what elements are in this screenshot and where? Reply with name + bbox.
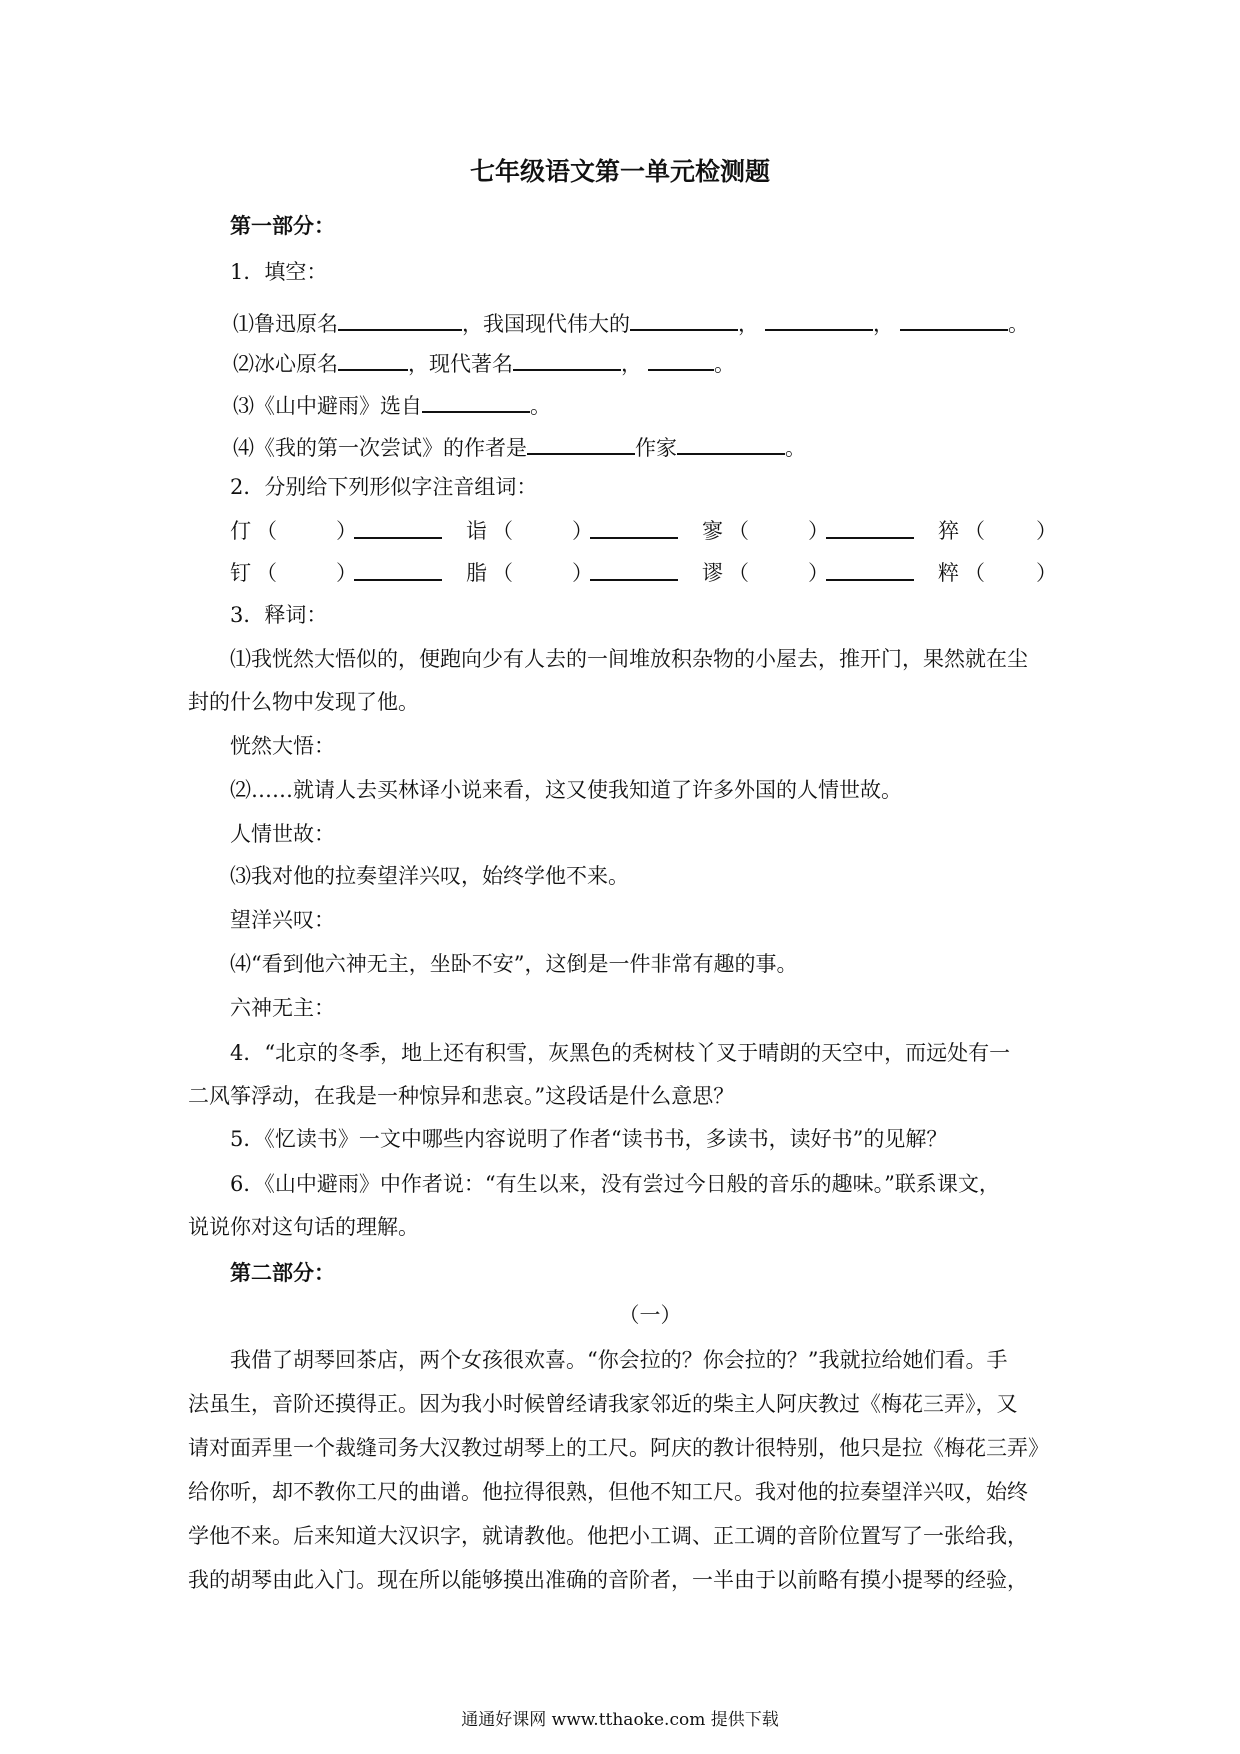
paren-open: （	[964, 561, 985, 585]
answer-blank[interactable]	[826, 557, 914, 581]
q1-label: 1．填空：	[230, 260, 328, 284]
answer-blank[interactable]	[630, 307, 738, 331]
q1-item-1-sep: ，	[738, 312, 759, 336]
passage-line: 给你听，却不教你工尺的曲谱。他拉得很熟，但他不知工尺。我对他的拉奏望洋兴叹，始终	[188, 1480, 1028, 1504]
part1-heading: 第一部分：	[230, 214, 335, 238]
q2-char: 仃	[230, 519, 251, 543]
q1-item-2-text: ，现代著名	[408, 352, 513, 376]
q1-item-2-end: 。	[714, 352, 735, 376]
passage-line: 我借了胡琴回茶店，两个女孩很欢喜。“你会拉的？你会拉的？”我就拉给她们看。手	[230, 1348, 1008, 1372]
answer-blank[interactable]	[826, 515, 914, 539]
q1-item-1	[233, 307, 1029, 338]
q3-sentence-1-cont: 封的什么物中发现了他。	[188, 690, 419, 714]
paren-close: ）	[336, 519, 357, 543]
q4-text: 4．“北京的冬季，地上还有积雪，灰黑色的秃树枝丫叉于晴朗的天空中，而远处有一	[230, 1041, 1011, 1065]
q3-sentence-1: ⑴我恍然大悟似的，便跑向少有人去的一间堆放积杂物的小屋去，推开门，果然就在尘	[230, 647, 1028, 671]
q2-row-2	[230, 557, 1060, 587]
q1-item-3-end: 。	[530, 394, 551, 418]
paren-open: （	[728, 519, 749, 543]
paren-open: （	[492, 561, 513, 585]
q2-char: 粹	[938, 561, 959, 585]
q2-char: 寥	[702, 519, 723, 543]
q3-word-1: 恍然大悟：	[230, 734, 335, 758]
q3-sentence-4: ⑷“看到他六神无主，坐卧不安”，这倒是一件非常有趣的事。	[230, 952, 798, 976]
q2-char: 脂	[466, 561, 487, 585]
answer-blank[interactable]	[590, 515, 678, 539]
paren-close: ）	[336, 561, 357, 585]
q1-item-2-prefix: ⑵冰心原名	[233, 352, 338, 376]
q3-sentence-3: ⑶我对他的拉奏望洋兴叹，始终学他不来。	[230, 864, 629, 888]
passage-line: 我的胡琴由此入门。现在所以能够摸出准确的音阶者，一半由于以前略有摸小提琴的经验，	[188, 1568, 1028, 1592]
paren-close: ）	[572, 561, 593, 585]
q2-char: 谬	[702, 561, 723, 585]
q1-item-3-prefix: ⑶《山中避雨》选自	[233, 394, 422, 418]
q2-label: 2．分别给下列形似字注音组词：	[230, 475, 538, 499]
answer-blank[interactable]	[677, 431, 785, 455]
q1-item-1-prefix: ⑴鲁迅原名	[233, 312, 338, 336]
paren-close: ）	[808, 519, 829, 543]
q1-item-1-sep2: ，	[873, 312, 894, 336]
part2-heading: 第二部分：	[230, 1261, 335, 1285]
q5-text: 5．《忆读书》一文中哪些内容说明了作者“读书书，多读书，读好书”的见解？	[230, 1127, 948, 1151]
q1-item-4-text: 作家	[635, 436, 677, 460]
answer-blank[interactable]	[590, 557, 678, 581]
q4-text-cont: 二风筝浮动，在我是一种惊异和悲哀。”这段话是什么意思？	[188, 1084, 735, 1108]
paren-open: （	[256, 519, 277, 543]
paren-close: ）	[808, 561, 829, 585]
q1-item-4	[233, 431, 806, 462]
q3-label: 3．释词：	[230, 603, 328, 627]
q1-item-2-sep: ，	[621, 352, 642, 376]
q1-item-1-text: ，我国现代伟大的	[462, 312, 630, 336]
answer-blank[interactable]	[338, 307, 462, 331]
q2-char: 猝	[938, 519, 959, 543]
q1-item-4-end: 。	[785, 436, 806, 460]
paren-open: （	[492, 519, 513, 543]
answer-blank[interactable]	[354, 557, 442, 581]
answer-blank[interactable]	[527, 431, 635, 455]
paren-close: ）	[1036, 519, 1057, 543]
answer-blank[interactable]	[354, 515, 442, 539]
answer-blank[interactable]	[422, 389, 530, 413]
q1-item-1-end: 。	[1008, 312, 1029, 336]
paren-open: （	[728, 561, 749, 585]
q6-text: 6．《山中避雨》中作者说：“有生以来，没有尝过今日般的音乐的趣味。”联系课文，	[230, 1172, 1000, 1196]
q2-char: 钉	[230, 561, 251, 585]
paren-open: （	[964, 519, 985, 543]
answer-blank[interactable]	[900, 307, 1008, 331]
q3-word-4: 六神无主：	[230, 996, 335, 1020]
q1-item-3	[233, 389, 551, 420]
q2-row-1	[230, 515, 1060, 545]
q3-word-3: 望洋兴叹：	[230, 908, 335, 932]
q1-item-2	[233, 347, 735, 378]
passage-line: 请对面弄里一个裁缝司务大汉教过胡琴上的工尺。阿庆的教计很特别，他只是拉《梅花三弄》	[188, 1436, 1049, 1460]
page-footer: 通通好课网 www.tthaoke.com 提供下载	[461, 1710, 779, 1730]
answer-blank[interactable]	[765, 307, 873, 331]
q1-item-4-prefix: ⑷《我的第一次尝试》的作者是	[233, 436, 527, 460]
section-heading: （一）	[618, 1303, 682, 1327]
answer-blank[interactable]	[513, 347, 621, 371]
passage-line: 法虽生，音阶还摸得正。因为我小时候曾经请我家邻近的柴主人阿庆教过《梅花三弄》，又	[188, 1392, 1018, 1416]
paren-close: ）	[1036, 561, 1057, 585]
q2-char: 诣	[466, 519, 487, 543]
passage-line: 学他不来。后来知道大汉识字，就请教他。他把小工调、正工调的音阶位置写了一张给我，	[188, 1524, 1028, 1548]
answer-blank[interactable]	[648, 347, 714, 371]
q6-text-cont: 说说你对这句话的理解。	[188, 1215, 419, 1239]
page-title: 七年级语文第一单元检测题	[469, 157, 770, 186]
paren-open: （	[256, 561, 277, 585]
q3-word-2: 人情世故：	[230, 822, 335, 846]
paren-close: ）	[572, 519, 593, 543]
answer-blank[interactable]	[338, 347, 408, 371]
q3-sentence-2: ⑵……就请人去买林译小说来看，这又使我知道了许多外国的人情世故。	[230, 778, 902, 802]
